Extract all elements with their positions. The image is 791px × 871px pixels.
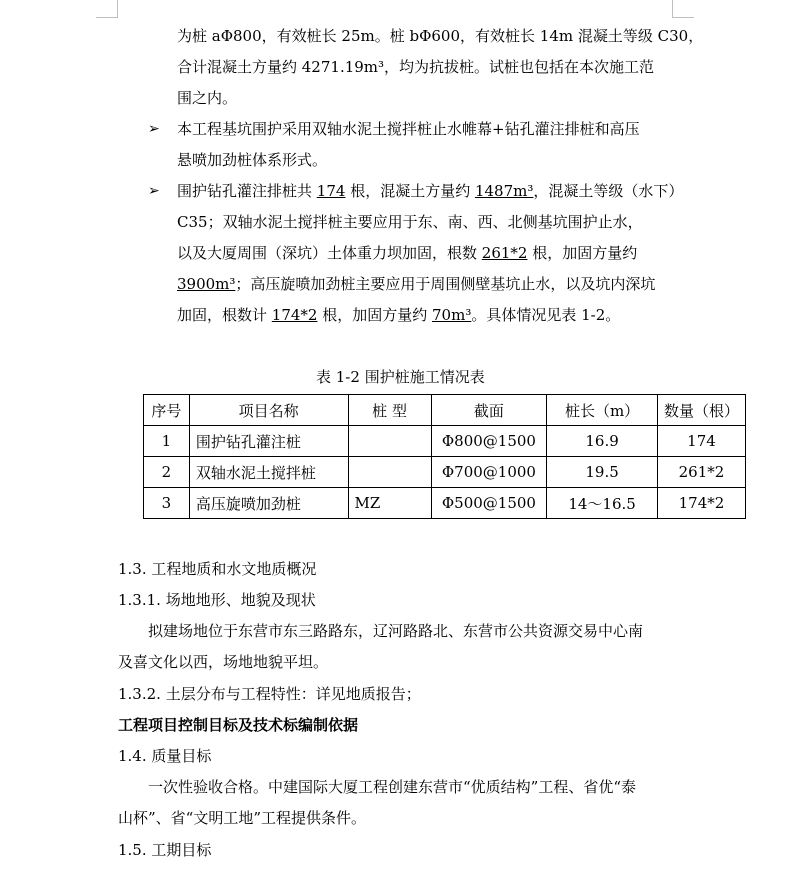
corner-mark-right-horizontal — [672, 17, 694, 18]
underlined-value: 174*2 — [271, 306, 318, 324]
section-1-4-text-line-2: 山杯”、省“文明工地”工程提供条件。 — [118, 809, 367, 827]
text: ；高压旋喷加劲桩主要应用于周围侧壁基坑止水，以及坑内深坑 — [235, 275, 656, 293]
text: 根，加固方量约 — [317, 306, 433, 324]
table-cell: Φ800@1500 — [431, 426, 547, 457]
bullet-2-line-5 — [177, 305, 620, 325]
underlined-value: 1487m³ — [474, 182, 534, 200]
text: ，混凝土等级（水下） — [533, 182, 684, 200]
text: 根，混凝土方量约 — [345, 182, 475, 200]
section-1-3-1-text-line-1: 拟建场地位于东营市东三路路东，辽河路路北、东营市公共资源交易中心南 — [148, 622, 644, 640]
header-cell: 数量（根） — [657, 395, 745, 426]
header-cell: 项目名称 — [189, 395, 348, 426]
table-cell: 174*2 — [657, 488, 745, 519]
underlined-value: 3900m³ — [177, 275, 236, 293]
text: 围护钻孔灌注排桩共 — [177, 182, 317, 200]
table-cell: 2 — [144, 457, 190, 488]
underlined-value: 70m³ — [432, 306, 472, 324]
table-cell: Φ500@1500 — [431, 488, 547, 519]
header-cell: 桩长（m） — [547, 395, 658, 426]
table-cell: 双轴水泥土搅拌桩 — [189, 457, 348, 488]
text: 。具体情况见表 1-2。 — [471, 306, 621, 324]
section-1-3-heading: 1.3. 工程地质和水文地质概况 — [118, 560, 317, 578]
bullet-arrow-icon: ➢ — [148, 183, 160, 199]
text: 以及大厦周围（深坑）土体重力坝加固，根数 — [177, 244, 482, 262]
bullet-2-line-3 — [177, 243, 637, 263]
bullet-arrow-icon: ➢ — [148, 121, 160, 137]
corner-mark-right-vertical — [672, 0, 673, 18]
section-1-3-1-heading: 1.3.1. 场地地形、地貌及现状 — [118, 591, 316, 609]
table-cell: MZ — [348, 488, 431, 519]
bullet-1-line-1: 本工程基坑围护采用双轴水泥土搅拌桩止水帷幕+钻孔灌注排桩和高压 — [177, 120, 640, 138]
table-row — [144, 457, 746, 488]
header-cell: 序号 — [144, 395, 190, 426]
bullet-2-line-2: C35；双轴水泥土搅拌桩主要应用于东、南、西、北侧基坑围护止水， — [177, 213, 643, 231]
underlined-value: 174 — [316, 182, 346, 200]
text: 加固，根数计 — [177, 306, 272, 324]
section-1-3-2-heading: 1.3.2. 土层分布与工程特性：详见地质报告； — [118, 685, 421, 703]
corner-mark-left-horizontal — [96, 17, 118, 18]
section-1-3-1-text-line-2: 及喜文化以西，场地地貌平坦。 — [118, 653, 329, 671]
table-cell: 围护钻孔灌注桩 — [189, 426, 348, 457]
table-cell: 16.9 — [547, 426, 658, 457]
table-cell: 174 — [657, 426, 745, 457]
section-1-5-heading: 1.5. 工期目标 — [118, 841, 212, 859]
bullet-2-line-4 — [177, 274, 655, 294]
table-cell: 19.5 — [547, 457, 658, 488]
header-cell: 截面 — [431, 395, 547, 426]
table-cell: 3 — [144, 488, 190, 519]
text: 根，加固方量约 — [527, 244, 638, 262]
header-cell: 桩 型 — [348, 395, 431, 426]
table-cell: 14～16.5 — [547, 488, 658, 519]
table-cell — [348, 457, 431, 488]
table-row — [144, 488, 746, 519]
table-cell: 高压旋喷加劲桩 — [189, 488, 348, 519]
section-1-4-heading: 1.4. 质量目标 — [118, 747, 212, 765]
bullet-2-line-1 — [177, 181, 683, 201]
table-caption: 表 1-2 围护桩施工情况表 — [316, 368, 485, 386]
table-cell: Φ700@1000 — [431, 457, 547, 488]
section-1-4-text-line-1: 一次性验收合格。中建国际大厦工程创建东营市“优质结构”工程、省优“泰 — [148, 778, 637, 796]
bullet-1-line-2: 悬喷加劲桩体系形式。 — [177, 151, 328, 169]
table-row — [144, 426, 746, 457]
paragraph-line-1: 为桩 aΦ800，有效桩长 25m。桩 bΦ600，有效桩长 14m 混凝土等级 C30， — [177, 27, 704, 45]
table-cell: 1 — [144, 426, 190, 457]
pile-table — [143, 394, 746, 519]
paragraph-line-2: 合计混凝土方量约 4271.19m³，均为抗拔桩。试桩也包括在本次施工范 — [177, 58, 655, 76]
table-cell — [348, 426, 431, 457]
table-cell: 261*2 — [657, 457, 745, 488]
corner-mark-left-vertical — [117, 0, 118, 18]
underlined-value: 261*2 — [481, 244, 528, 262]
paragraph-line-3: 围之内。 — [177, 89, 238, 107]
table-header-row — [144, 395, 746, 426]
chapter-heading: 工程项目控制目标及技术标编制依据 — [118, 716, 359, 734]
